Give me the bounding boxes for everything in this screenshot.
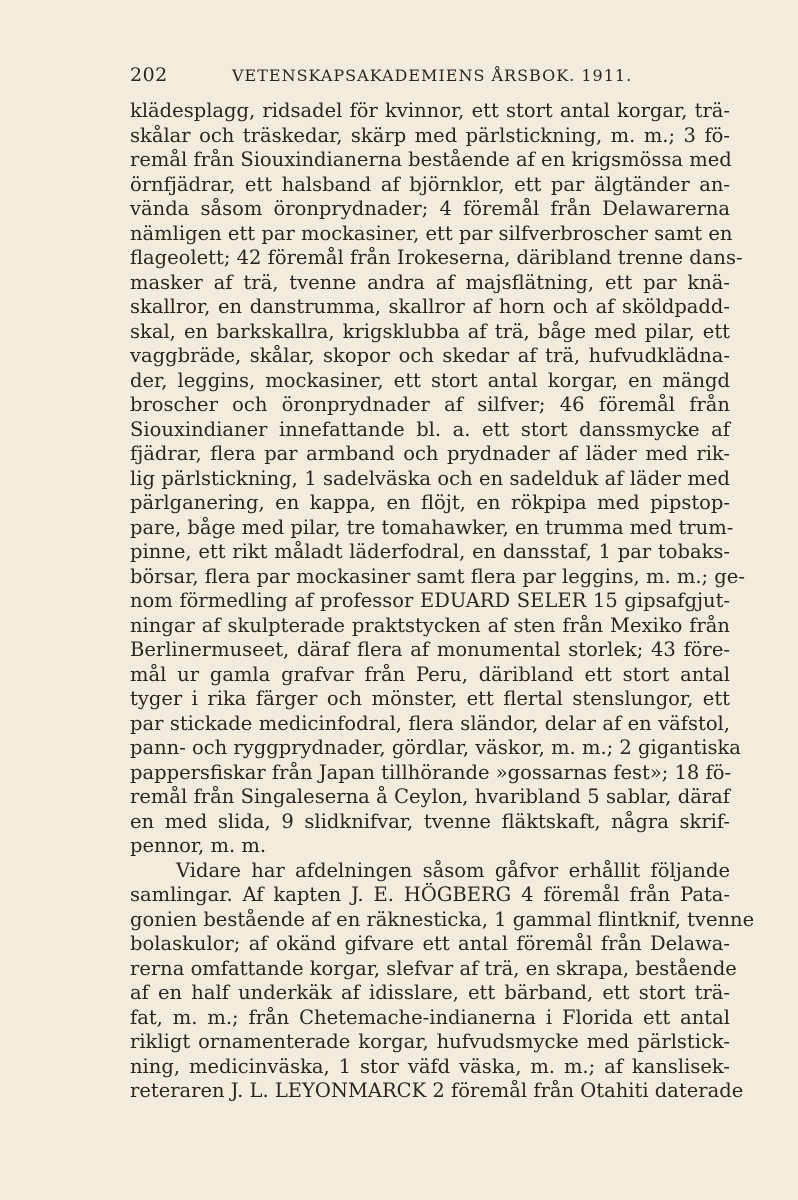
- text-line: en med slida, 9 slidknifvar, tvenne fläktskaft, några skrif-: [130, 809, 730, 833]
- text-line: ning, medicinväska, 1 stor väfd väska, m. m.; af kanslisek-: [130, 1054, 730, 1078]
- text-line: fjädrar, flera par armband och prydnader af läder med rik-: [130, 442, 730, 465]
- text-line: broscher och öronprydnader af silfver; 46 föremål från: [130, 393, 730, 416]
- page-number: 202: [130, 64, 168, 86]
- text-line: pennor, m. m.: [130, 834, 267, 857]
- text-line: skallror, en danstrumma, skallror af horn och af sköldpadd-: [130, 295, 730, 318]
- text-line: börsar, flera par mockasiner samt flera par leggins, m. m.; ge-: [130, 564, 745, 588]
- text-line: gonien bestående af en räknesticka, 1 gammal flintknif, tvenne: [130, 907, 755, 931]
- text-line: pappersfiskar från Japan tillhörande »gossarnas fest»; 18 fö-: [130, 760, 732, 784]
- text-line: Berlinermuseet, däraf flera af monumental storlek; 43 före-: [130, 638, 730, 661]
- text-line: remål från Singaleserna å Ceylon, hvaribland 5 sablar, däraf: [130, 785, 730, 808]
- text-line: der, leggins, mockasiner, ett stort antal korgar, en mängd: [130, 368, 730, 392]
- text-line: skålar och träskedar, skärp med pärlstickning, m. m.; 3 fö-: [130, 123, 730, 147]
- text-line: remål från Siouxindianerna bestående af en krigsmössa med: [130, 148, 732, 171]
- text-line: pinne, ett rikt måladt läderfodral, en dansstaf, 1 par tobaks-: [130, 540, 730, 563]
- text-line: tyger i rika färger och mönster, ett flertal stenslungor, ett: [130, 687, 730, 710]
- text-line: vända såsom öronprydnader; 4 föremål från Delawarerna: [130, 197, 730, 220]
- text-line: rikligt ornamenterade korgar, hufvudsmycke med pärlstick-: [130, 1030, 730, 1053]
- text-line: masker af trä, tvenne andra af majsflätning, ett par knä-: [130, 270, 730, 294]
- body-text: [130, 99, 755, 1104]
- text-line: pare, båge med pilar, tre tomahawker, en trumma med trum-: [130, 515, 734, 539]
- text-line: Vidare har afdelningen såsom gåfvor erhållit följande: [176, 858, 730, 882]
- text-line: örnfjädrar, ett halsband af björnklor, ett par älgtänder an-: [130, 172, 730, 196]
- text-line: klädesplagg, ridsadel för kvinnor, ett stort antal korgar, trä-: [130, 99, 730, 122]
- text-line: bolaskulor; af okänd gifvare ett antal föremål från Delawa-: [130, 932, 730, 955]
- text-line: af en half underkäk af idisslare, ett bärband, ett stort trä-: [130, 981, 730, 1004]
- text-line: pann- och ryggprydnader, gördlar, väskor, m. m.; 2 gigantiska: [130, 736, 741, 759]
- text-line: pärlganering, en kappa, en flöjt, en rökpipa med pipstop-: [130, 491, 730, 514]
- text-line: samlingar. Af kapten J. E. HÖGBERG 4 föremål från Pata-: [130, 883, 730, 906]
- text-line: reteraren J. L. LEYONMARCK 2 föremål från Otahiti daterade: [130, 1079, 744, 1102]
- text-line: mål ur gamla grafvar från Peru, däribland ett stort antal: [130, 662, 730, 686]
- running-title: VETENSKAPSAKADEMIENS ÅRSBOK. 1911.: [232, 66, 633, 85]
- text-line: skal, en barkskallra, krigsklubba af trä, båge med pilar, ett: [130, 319, 730, 343]
- page-header: [130, 64, 730, 94]
- text-line: par stickade medicinfodral, flera sländor, delar af en väfstol,: [130, 711, 730, 735]
- text-line: rerna omfattande korgar, slefvar af trä, en skrapa, bestående: [130, 956, 737, 980]
- text-line: flageolett; 42 föremål från Irokeserna, däribland trenne dans-: [130, 246, 743, 269]
- text-line: lig pärlstickning, 1 sadelväska och en sadelduk af läder med: [130, 466, 730, 490]
- text-line: ningar af skulpterade praktstycken af sten från Mexiko från: [130, 613, 730, 637]
- text-line: vaggbräde, skålar, skopor och skedar af trä, hufvudklädna-: [130, 344, 730, 367]
- text-line: fat, m. m.; från Chetemache-indianerna i Florida ett antal: [130, 1005, 730, 1029]
- text-line: nämligen ett par mockasiner, ett par silfverbroscher samt en: [130, 221, 733, 245]
- text-line: nom förmedling af professor EDUARD SELER 15 gipsafgjut-: [130, 589, 730, 612]
- text-line: Siouxindianer innefattande bl. a. ett stort danssmycke af: [130, 417, 730, 441]
